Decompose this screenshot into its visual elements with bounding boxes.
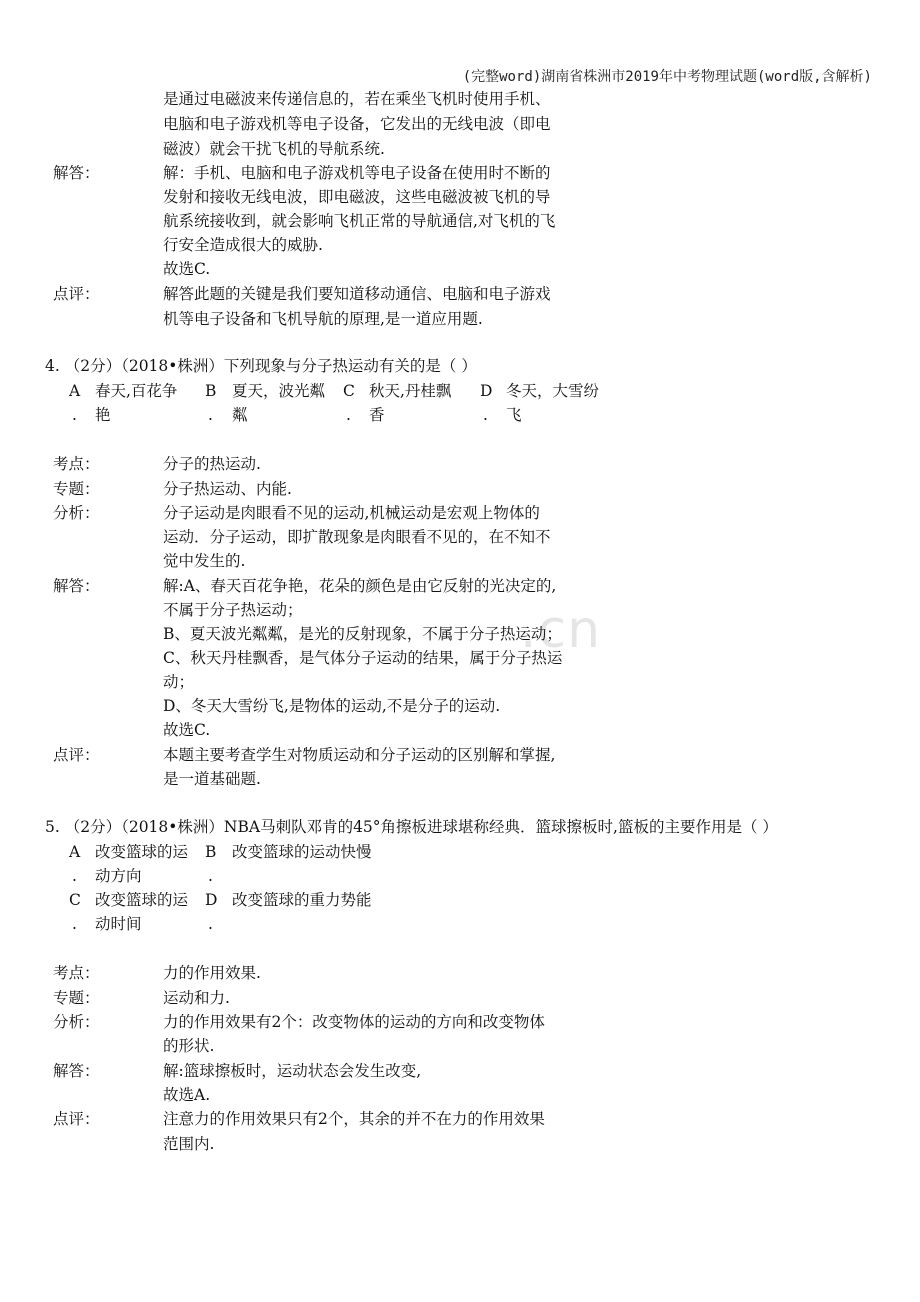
q5-option-a-letter: A bbox=[69, 843, 81, 861]
q5-comment-line: 注意力的作用效果只有2个，其余的并不在力的作用效果 bbox=[163, 1110, 545, 1128]
q3-answer-line: 解：手机、电脑和电子游戏机等电子设备在使用时不断的 bbox=[163, 164, 551, 182]
q4-option-c-letter: C bbox=[343, 382, 355, 400]
q4-option-b-text2: 粼 bbox=[232, 406, 248, 424]
q3-comment-line: 解答此题的关键是我们要知道移动通信、电脑和电子游戏 bbox=[163, 285, 551, 303]
q4-answer-label: 解答： bbox=[53, 577, 100, 595]
q3-answer-line: 故选C. bbox=[163, 260, 211, 278]
q3-analysis-line: 磁波）就会干扰飞机的导航系统. bbox=[163, 140, 385, 158]
q5-fenxi-label: 分析： bbox=[53, 1013, 100, 1031]
q4-answer-line: D、冬天大雪纷飞,是物体的运动,不是分子的运动. bbox=[163, 697, 501, 715]
q3-answer-line: 发射和接收无线电波，即电磁波，这些电磁波被飞机的导 bbox=[163, 188, 551, 206]
q5-zhuanti: 运动和力. bbox=[163, 989, 230, 1007]
q4-option-b-text: 夏天，波光粼 bbox=[232, 382, 326, 400]
q4-title: 4. （2分）（2018•株洲）下列现象与分子热运动有关的是（ ） bbox=[45, 357, 477, 375]
q4-zhuanti-label: 专题： bbox=[53, 480, 100, 498]
watermark: .cn bbox=[520, 600, 602, 660]
q5-answer-label: 解答： bbox=[53, 1062, 100, 1080]
q5-fenxi-line: 的形状. bbox=[163, 1037, 215, 1055]
q4-option-a-dot: . bbox=[72, 406, 77, 424]
q3-comment-line: 机等电子设备和飞机导航的原理,是一道应用题. bbox=[163, 310, 483, 328]
q5-title: 5. （2分）（2018•株洲）NBA马刺队邓肯的45°角擦板进球堪称经典．篮球擦板时,篮板的主要作用是（ ） bbox=[45, 818, 778, 836]
q4-kaodian-label: 考点： bbox=[53, 455, 100, 473]
page-header: (完整word)湖南省株洲市2019年中考物理试题(word版,含解析) bbox=[462, 69, 872, 85]
q5-fenxi-line: 力的作用效果有2个：改变物体的运动的方向和改变物体 bbox=[163, 1013, 545, 1031]
q4-fenxi-label: 分析： bbox=[53, 504, 100, 522]
q5-option-c-text2: 动时间 bbox=[95, 915, 142, 933]
q4-option-d-dot: . bbox=[483, 406, 488, 424]
q4-option-a-text2: 艳 bbox=[95, 406, 111, 424]
q4-option-a-letter: A bbox=[69, 382, 81, 400]
q3-answer-line: 航系统接收到，就会影响飞机正常的导航通信,对飞机的飞 bbox=[163, 212, 556, 230]
q5-option-d-text: 改变篮球的重力势能 bbox=[232, 891, 372, 909]
q5-option-d-letter: D bbox=[205, 891, 218, 909]
q4-comment-line: 本题主要考查学生对物质运动和分子运动的区别解和掌握, bbox=[163, 746, 556, 764]
q5-option-c-letter: C bbox=[69, 891, 81, 909]
q4-answer-line: 故选C. bbox=[163, 721, 211, 739]
q5-option-c-text: 改变篮球的运 bbox=[95, 891, 189, 909]
q3-analysis-line: 是通过电磁波来传递信息的，若在乘坐飞机时使用手机、 bbox=[163, 90, 551, 108]
q4-answer-line: B、夏天波光粼粼，是光的反射现象，不属于分子热运动； bbox=[163, 625, 562, 643]
q4-fenxi-line: 运动．分子运动，即扩散现象是肉眼看不见的，在不知不 bbox=[163, 528, 551, 546]
q4-option-c-text2: 香 bbox=[369, 406, 385, 424]
q4-comment-line: 是一道基础题. bbox=[163, 770, 261, 788]
q4-comment-label: 点评： bbox=[53, 746, 100, 764]
q4-answer-line: C、秋天丹桂飘香，是气体分子运动的结果，属于分子热运 bbox=[163, 649, 563, 667]
q4-option-a-text: 春天,百花争 bbox=[95, 382, 178, 400]
q3-analysis-line: 电脑和电子游戏机等电子设备，它发出的无线电波（即电 bbox=[163, 115, 551, 133]
q5-kaodian: 力的作用效果. bbox=[163, 964, 261, 982]
q5-answer-line: 解:篮球擦板时，运动状态会发生改变, bbox=[163, 1062, 422, 1080]
q4-fenxi-line: 分子运动是肉眼看不见的运动,机械运动是宏观上物体的 bbox=[163, 504, 540, 522]
q4-answer-line: 不属于分子热运动； bbox=[163, 601, 303, 619]
q4-answer-line: 解:A、春天百花争艳，花朵的颜色是由它反射的光决定的, bbox=[163, 577, 557, 595]
q5-comment-line: 范围内. bbox=[163, 1135, 215, 1153]
q4-option-c-text: 秋天,丹桂飘 bbox=[369, 382, 452, 400]
q3-answer-label: 解答： bbox=[53, 164, 100, 182]
q5-option-a-text2: 动方向 bbox=[95, 867, 142, 885]
q5-option-b-letter: B bbox=[205, 843, 217, 861]
q5-zhuanti-label: 专题： bbox=[53, 989, 100, 1007]
q5-option-b-text: 改变篮球的运动快慢 bbox=[232, 843, 372, 861]
q4-option-d-text: 冬天，大雪纷 bbox=[506, 382, 600, 400]
q5-option-b-dot: . bbox=[208, 867, 213, 885]
q5-option-a-text: 改变篮球的运 bbox=[95, 843, 189, 861]
q5-comment-label: 点评： bbox=[53, 1110, 100, 1128]
q4-zhuanti: 分子热运动、内能. bbox=[163, 480, 292, 498]
q3-comment-label: 点评： bbox=[53, 285, 100, 303]
q5-option-a-dot: . bbox=[72, 867, 77, 885]
q4-fenxi-line: 觉中发生的. bbox=[163, 552, 246, 570]
q4-answer-line: 动； bbox=[163, 673, 195, 691]
q4-option-d-text2: 飞 bbox=[506, 406, 522, 424]
q4-option-d-letter: D bbox=[480, 382, 493, 400]
q5-kaodian-label: 考点： bbox=[53, 964, 100, 982]
q3-answer-line: 行安全造成很大的威胁. bbox=[163, 236, 323, 254]
q5-option-c-dot: . bbox=[72, 915, 77, 933]
q4-kaodian: 分子的热运动. bbox=[163, 455, 261, 473]
q4-option-b-letter: B bbox=[205, 382, 217, 400]
q5-option-d-dot: . bbox=[208, 915, 213, 933]
q4-option-b-dot: . bbox=[208, 406, 213, 424]
q4-option-c-dot: . bbox=[346, 406, 351, 424]
q5-answer-line: 故选A. bbox=[163, 1086, 211, 1104]
